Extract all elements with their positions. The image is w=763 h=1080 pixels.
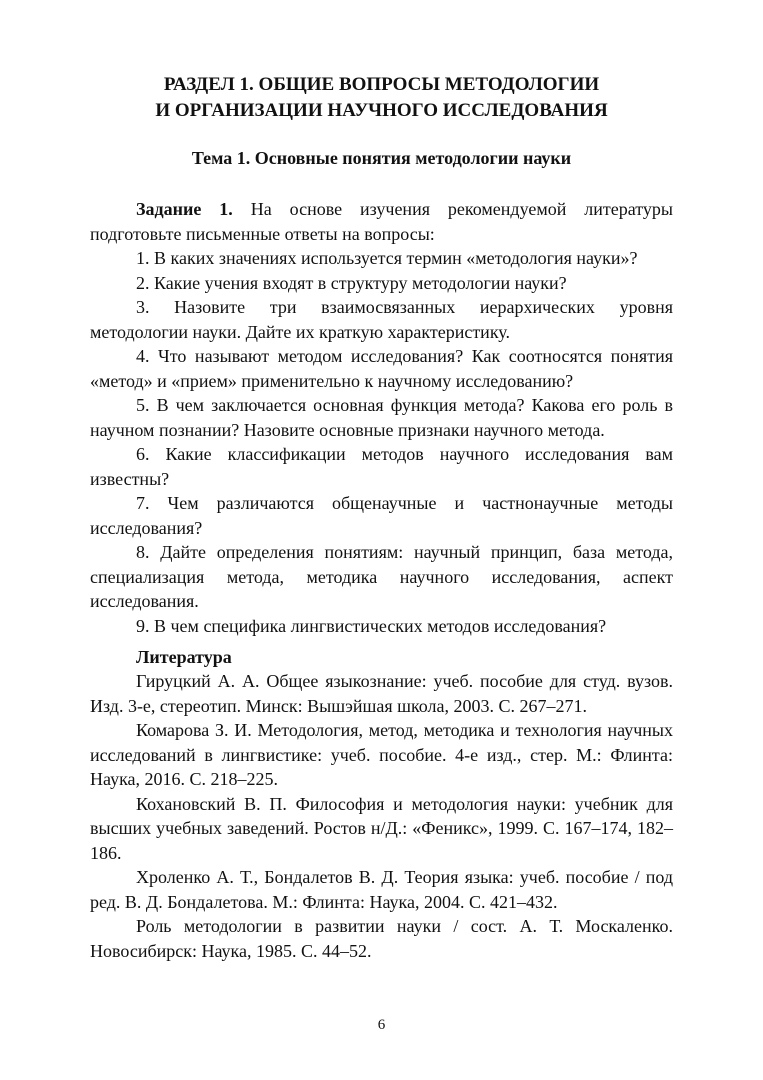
task-question: 5. В чем заключается основная функция метода? Какова его роль в научном познании? Назовите основные признаки научного метода. — [90, 395, 673, 440]
section-title — [90, 72, 673, 124]
literature-item: Кохановский В. П. Философия и методология науки: учебник для высших учебных заведений. Ростов н/Д.: «Феникс», 1999. С. 167–174, 182–186. — [90, 793, 673, 863]
task-question: 4. Что называют методом исследования? Как соотносятся понятия «метод» и «прием» применительно к научному исследованию? — [90, 346, 673, 391]
task-intro-text: На основе изучения рекомендуемой литературы подготовьте письменные ответы на вопросы: — [90, 199, 673, 244]
task-question: 9. В чем специфика лингвистических методов исследования? — [136, 615, 607, 636]
literature-item: Хроленко А. Т., Бондалетов В. Д. Теория языка: учеб. пособие / под ред. В. Д. Бондалетова. М.: Флинта: Наука, 2004. С. 421–432. — [90, 867, 673, 912]
section-title-line-2: И ОРГАНИЗАЦИИ НАУЧНОГО ИССЛЕДОВАНИЯ — [155, 100, 608, 121]
task-block — [90, 197, 673, 638]
literature-item: Роль методологии в развитии науки / сост. А. Т. Москаленко. Новосибирск: Наука, 1985. С. 44–52. — [90, 916, 673, 961]
task-question: 7. Чем различаются общенаучные и частнонаучные методы исследования? — [90, 493, 673, 538]
task-question: 3. Назовите три взаимосвязанных иерархических уровня методологии науки. Дайте их краткую характеристику. — [90, 297, 673, 342]
task-question: 2. Какие учения входят в структуру методологии науки? — [136, 272, 567, 293]
section-title-line-1: РАЗДЕЛ 1. ОБЩИЕ ВОПРОСЫ МЕТОДОЛОГИИ — [163, 74, 600, 95]
literature-item: Комарова З. И. Методология, метод, методика и технология научных исследований в лингвистике: учеб. пособие. 4-е изд., стер. М.: Флинта: Наука, 2016. С. 218–225. — [90, 720, 673, 789]
task-question: 8. Дайте определения понятиям: научный принцип, база метода, специализация метода, методика научного исследования, аспект исследования. — [90, 542, 673, 611]
task-label: Задание 1. — [136, 199, 233, 219]
task-question: 1. В каких значениях используется термин «методология науки»? — [136, 248, 638, 268]
literature-list — [90, 669, 673, 963]
literature-heading: Литература — [136, 647, 232, 667]
task-question: 6. Какие классификации методов научного исследования вам известны? — [90, 444, 673, 489]
topic-title: Тема 1. Основные понятия методологии науки — [191, 148, 572, 168]
page-number: 6 — [377, 1017, 386, 1033]
literature-item: Гируцкий А. А. Общее языкознание: учеб. пособие для студ. вузов. Изд. 3-е, стереотип. Минск: Вышэйшая школа, 2003. С. 267–271. — [90, 671, 673, 716]
task-intro-paragraph — [90, 197, 673, 246]
